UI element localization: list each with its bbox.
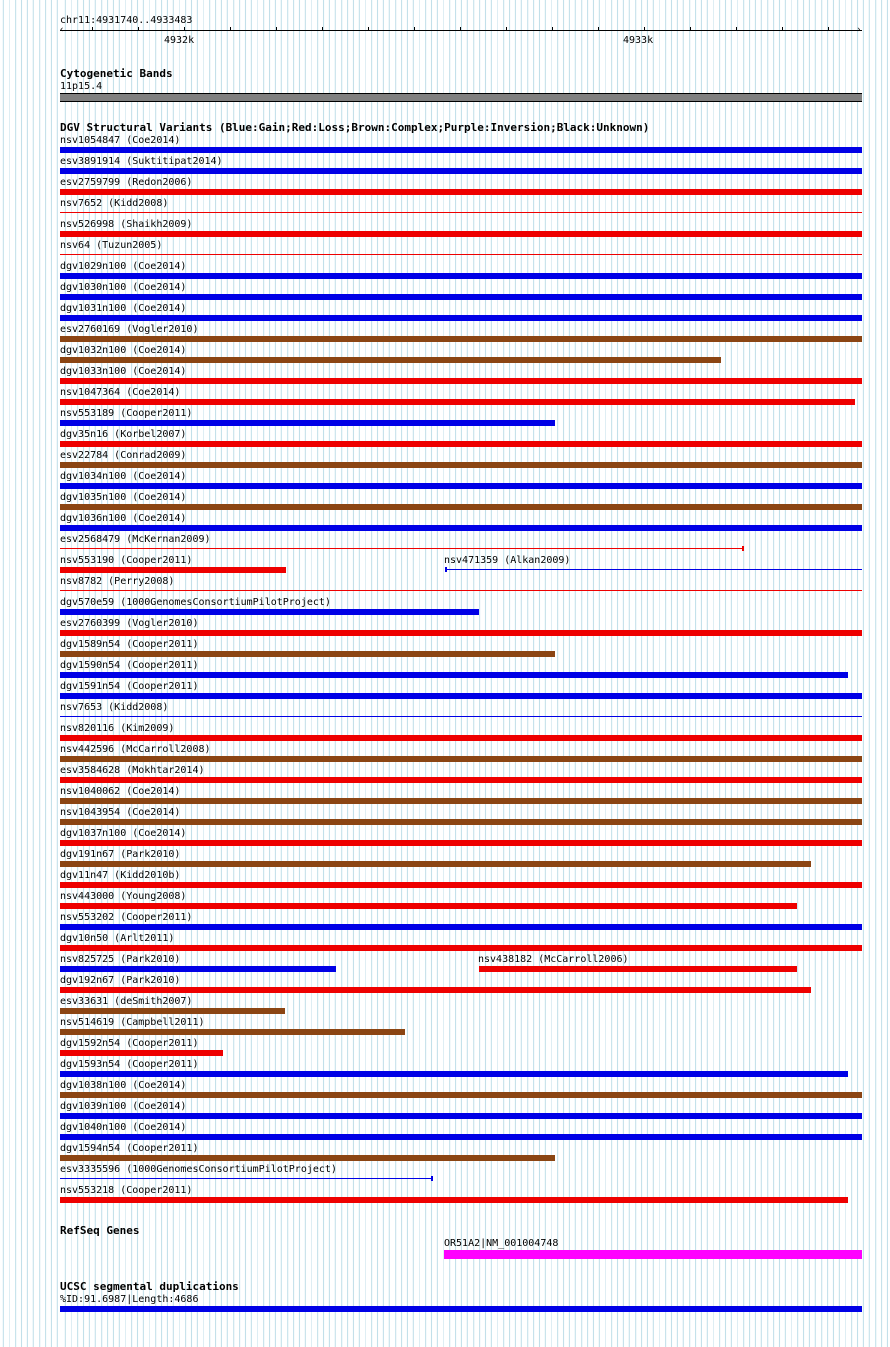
dgv-variant-label[interactable]: dgv1030n100 (Coe2014) — [60, 282, 187, 293]
dgv-variant-bar[interactable] — [60, 441, 862, 447]
refseq-track-title[interactable]: RefSeq Genes — [60, 1224, 140, 1237]
dgv-variant-bar[interactable] — [60, 315, 862, 321]
dgv-variant-bar[interactable] — [60, 189, 862, 195]
dgv-variant-label[interactable]: nsv438182 (McCarroll2006) — [478, 954, 629, 965]
dgv-variant-bar[interactable] — [60, 882, 862, 888]
dgv-variant-label[interactable]: nsv820116 (Kim2009) — [60, 723, 175, 734]
dgv-variant-label[interactable]: esv3584628 (Mokhtar2014) — [60, 765, 205, 776]
dgv-variant-bar[interactable] — [60, 819, 862, 825]
dgv-variant-bar[interactable] — [60, 212, 862, 213]
dgv-variant-label[interactable]: dgv1590n54 (Cooper2011) — [60, 660, 199, 671]
dgv-variant-label[interactable]: nsv8782 (Perry2008) — [60, 576, 175, 587]
dgv-variant-bar[interactable] — [60, 1071, 848, 1077]
dgv-variant-label[interactable]: esv2760169 (Vogler2010) — [60, 324, 199, 335]
dgv-variant-label[interactable]: dgv1031n100 (Coe2014) — [60, 303, 187, 314]
dgv-variant-bar[interactable] — [60, 1029, 405, 1035]
dgv-variant-bar[interactable] — [60, 273, 862, 279]
dgv-variant-end-mark — [742, 546, 744, 551]
dgv-variant-label[interactable]: dgv1036n100 (Coe2014) — [60, 513, 187, 524]
dgv-variant-label[interactable]: dgv1593n54 (Cooper2011) — [60, 1059, 199, 1070]
dgv-variant-label[interactable]: dgv1034n100 (Coe2014) — [60, 471, 187, 482]
dgv-variant-bar[interactable] — [60, 1155, 555, 1161]
dgv-variant-bar[interactable] — [60, 987, 811, 993]
dgv-variant-bar[interactable] — [60, 462, 862, 468]
segdup-feature[interactable] — [60, 1306, 862, 1312]
dgv-variant-bar[interactable] — [60, 548, 743, 549]
dgv-variant-label[interactable]: dgv1591n54 (Cooper2011) — [60, 681, 199, 692]
dgv-variant-bar[interactable] — [60, 1050, 223, 1056]
dgv-variant-label[interactable]: dgv570e59 (1000GenomesConsortiumPilotProject) — [60, 597, 331, 608]
dgv-variant-bar[interactable] — [60, 147, 862, 153]
dgv-variant-bar[interactable] — [60, 903, 797, 909]
dgv-variant-label[interactable]: nsv553189 (Cooper2011) — [60, 408, 193, 419]
dgv-variant-bar[interactable] — [60, 924, 862, 930]
dgv-variant-bar[interactable] — [60, 1008, 285, 1014]
dgv-variant-label[interactable]: dgv10n50 (Arlt2011) — [60, 933, 175, 944]
dgv-variant-bar[interactable] — [60, 1092, 862, 1098]
dgv-variant-label[interactable]: nsv553190 (Cooper2011) — [60, 555, 193, 566]
dgv-variant-label[interactable]: dgv1033n100 (Coe2014) — [60, 366, 187, 377]
dgv-variant-bar[interactable] — [60, 1113, 862, 1119]
dgv-variant-label[interactable]: dgv1039n100 (Coe2014) — [60, 1101, 187, 1112]
dgv-variant-bar[interactable] — [60, 1134, 862, 1140]
dgv-variant-bar[interactable] — [60, 378, 862, 384]
dgv-variant-label[interactable]: esv2568479 (McKernan2009) — [60, 534, 211, 545]
dgv-variant-bar[interactable] — [60, 777, 862, 783]
dgv-variant-label[interactable]: nsv514619 (Campbell2011) — [60, 1017, 205, 1028]
dgv-variant-bar[interactable] — [60, 357, 721, 363]
dgv-variant-bar[interactable] — [60, 168, 862, 174]
dgv-variant-label[interactable]: dgv1037n100 (Coe2014) — [60, 828, 187, 839]
dgv-variant-label[interactable]: esv22784 (Conrad2009) — [60, 450, 187, 461]
dgv-variant-bar[interactable] — [60, 590, 862, 591]
dgv-variant-label[interactable]: esv3335596 (1000GenomesConsortiumPilotProject) — [60, 1164, 337, 1175]
dgv-variant-bar[interactable] — [60, 254, 862, 255]
dgv-variant-label[interactable]: nsv1047364 (Coe2014) — [60, 387, 181, 398]
dgv-variant-label[interactable]: nsv64 (Tuzun2005) — [60, 240, 163, 251]
dgv-variant-label[interactable]: dgv1594n54 (Cooper2011) — [60, 1143, 199, 1154]
dgv-variant-bar[interactable] — [60, 567, 286, 573]
dgv-variant-bar[interactable] — [60, 294, 862, 300]
dgv-variant-label[interactable]: nsv443000 (Young2008) — [60, 891, 187, 902]
dgv-variant-label[interactable]: dgv1035n100 (Coe2014) — [60, 492, 187, 503]
dgv-variant-bar[interactable] — [446, 569, 862, 570]
dgv-variant-bar[interactable] — [60, 798, 862, 804]
dgv-variant-label[interactable]: dgv1029n100 (Coe2014) — [60, 261, 187, 272]
dgv-variant-label[interactable]: nsv553218 (Cooper2011) — [60, 1185, 193, 1196]
dgv-variant-start-mark — [445, 567, 447, 572]
ruler-tick-label-4933k: 4933k — [623, 35, 654, 46]
cytoband-label: 11p15.4 — [60, 81, 103, 92]
dgv-variant-bar[interactable] — [60, 525, 862, 531]
dgv-variant-bar[interactable] — [60, 966, 336, 972]
dgv-variant-label[interactable]: dgv35n16 (Korbel2007) — [60, 429, 187, 440]
dgv-variant-bar[interactable] — [60, 735, 862, 741]
dgv-variant-label[interactable]: esv2760399 (Vogler2010) — [60, 618, 199, 629]
ruler-right-arrow-icon: › — [856, 25, 862, 35]
dgv-variant-label[interactable]: nsv825725 (Park2010) — [60, 954, 181, 965]
dgv-variant-label[interactable]: nsv7653 (Kidd2008) — [60, 702, 169, 713]
dgv-variant-label[interactable]: esv3891914 (Suktitipat2014) — [60, 156, 223, 167]
dgv-variant-bar[interactable] — [60, 609, 479, 615]
dgv-variant-bar[interactable] — [60, 693, 862, 699]
dgv-variant-label[interactable]: nsv553202 (Cooper2011) — [60, 912, 193, 923]
dgv-variant-label[interactable]: dgv1589n54 (Cooper2011) — [60, 639, 199, 650]
ruler-position-label: chr11:4931740..4933483 — [60, 15, 193, 26]
dgv-variant-label[interactable]: dgv11n47 (Kidd2010b) — [60, 870, 181, 881]
dgv-variant-bar[interactable] — [60, 651, 555, 657]
dgv-variant-label[interactable]: dgv192n67 (Park2010) — [60, 975, 181, 986]
dgv-variant-bar[interactable] — [60, 716, 862, 717]
dgv-variant-label[interactable]: dgv191n67 (Park2010) — [60, 849, 181, 860]
ruler-tick-label-4932k: 4932k — [164, 35, 195, 46]
dgv-variant-label[interactable]: dgv1040n100 (Coe2014) — [60, 1122, 187, 1133]
dgv-variant-label[interactable]: nsv442596 (McCarroll2008) — [60, 744, 211, 755]
dgv-variant-bar[interactable] — [60, 756, 862, 762]
segdup-label: %ID:91.6987|Length:4686 — [60, 1294, 199, 1305]
segdup-track-title[interactable]: UCSC segmental duplications — [60, 1280, 239, 1293]
dgv-variant-bar[interactable] — [60, 483, 862, 489]
dgv-variant-label[interactable]: nsv7652 (Kidd2008) — [60, 198, 169, 209]
dgv-variant-label[interactable]: esv2759799 (Redon2006) — [60, 177, 193, 188]
dgv-variant-bar[interactable] — [60, 861, 811, 867]
dgv-variant-bar[interactable] — [60, 1178, 433, 1179]
dgv-variant-bar[interactable] — [60, 1197, 848, 1203]
dgv-variant-label[interactable]: nsv1054847 (Coe2014) — [60, 135, 181, 146]
refseq-gene-label[interactable]: OR51A2|NM_001004748 — [444, 1238, 559, 1249]
dgv-track-title[interactable]: DGV Structural Variants (Blue:Gain;Red:Loss;Brown:Complex;Purple:Inversion;Black:Unknown) — [60, 121, 650, 134]
dgv-variant-bar[interactable] — [479, 966, 797, 972]
dgv-variant-label[interactable]: nsv1040062 (Coe2014) — [60, 786, 181, 797]
dgv-variant-label[interactable]: dgv1038n100 (Coe2014) — [60, 1080, 187, 1091]
dgv-variant-label[interactable]: dgv1032n100 (Coe2014) — [60, 345, 187, 356]
cytoband-track-title[interactable]: Cytogenetic Bands — [60, 67, 173, 80]
dgv-variant-bar[interactable] — [60, 231, 862, 237]
dgv-variant-label[interactable]: esv33631 (deSmith2007) — [60, 996, 193, 1007]
dgv-variant-label[interactable]: dgv1592n54 (Cooper2011) — [60, 1038, 199, 1049]
dgv-variant-label[interactable]: nsv471359 (Alkan2009) — [444, 555, 571, 566]
dgv-variant-label[interactable]: nsv526998 (Shaikh2009) — [60, 219, 193, 230]
dgv-variant-bar[interactable] — [60, 399, 855, 405]
dgv-variant-bar[interactable] — [60, 630, 862, 636]
dgv-variant-bar[interactable] — [60, 672, 848, 678]
dgv-variant-bar[interactable] — [60, 504, 862, 510]
dgv-variant-bar[interactable] — [60, 840, 862, 846]
dgv-variant-end-mark — [431, 1176, 433, 1181]
dgv-variant-bar[interactable] — [60, 336, 862, 342]
dgv-variant-bar[interactable] — [60, 420, 555, 426]
dgv-variant-label[interactable]: nsv1043954 (Coe2014) — [60, 807, 181, 818]
refseq-gene-feature[interactable] — [444, 1250, 862, 1259]
ruler-left-arrow-icon: ‹ — [59, 25, 65, 35]
dgv-variant-bar[interactable] — [60, 945, 862, 951]
